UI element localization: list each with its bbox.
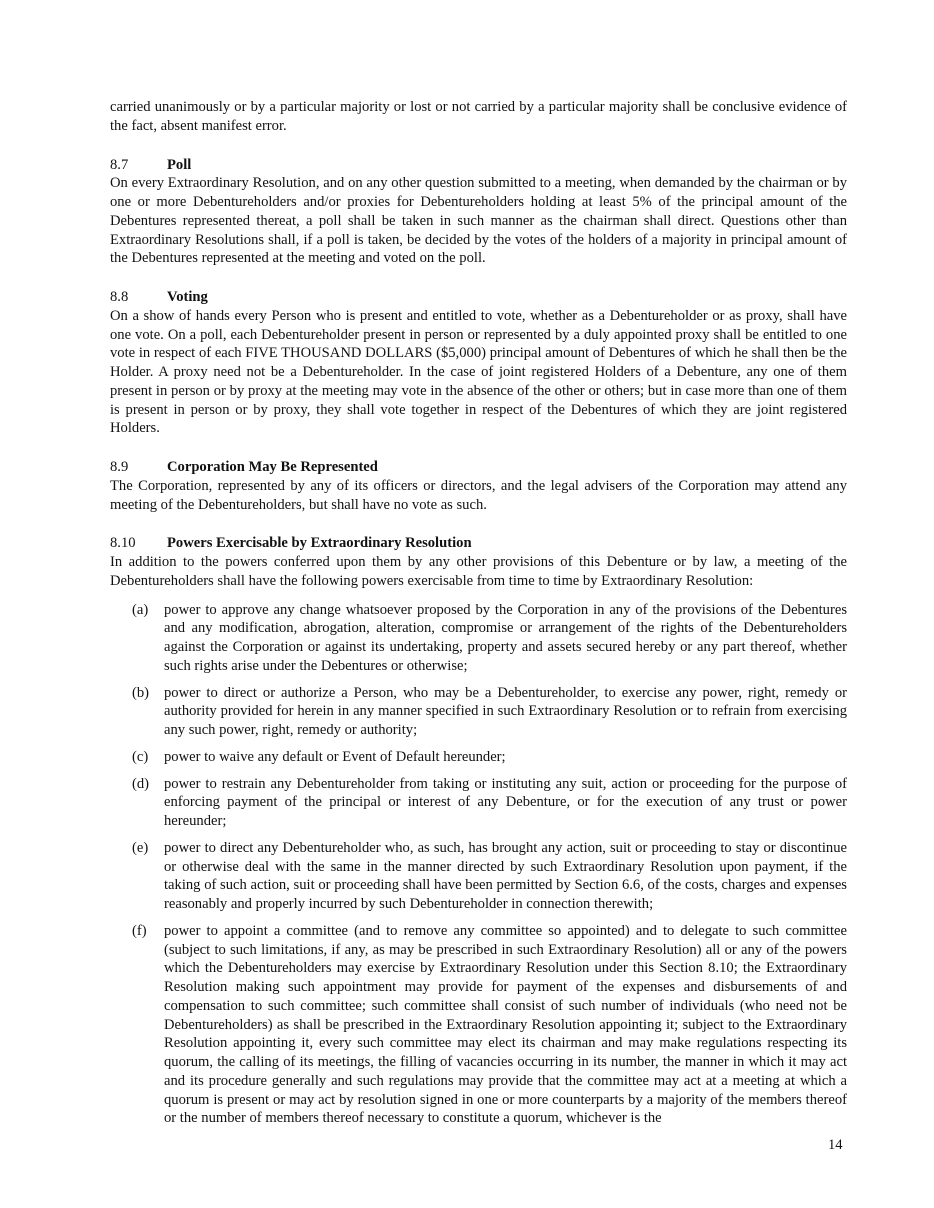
intro-paragraph: carried unanimously or by a particular majority or lost or not carried by a particular majority shall be conclusive evidence of the fact, absent manifest error. — [110, 99, 847, 134]
item-label: (b) — [132, 684, 150, 701]
item-label: (c) — [132, 748, 149, 765]
section-8-7 — [110, 156, 847, 269]
section-8-8 — [110, 288, 847, 438]
section-body: On every Extraordinary Resolution, and on any other question submitted to a meeting, when demanded by the chairman or by one or more Debentureholders and/or proxies for Debentureholders holding at least 5% of the principal amount of the Debentures represented thereat, a poll shall be taken in such manner as the chairman shall direct. Questions other than Extraordinary Resolutions shall, if a poll is taken, be decided by the votes of the holders of a majority in principal amount of the Debentures represented at the meeting and voted on the poll. — [110, 175, 847, 267]
item-text: power to restrain any Debentureholder from taking or instituting any suit, action or proceeding for the purpose of enforcing payment of the principal or interest of any Debenture, or for the execution of any trust or power hereunder; — [164, 775, 847, 829]
list-item — [110, 748, 847, 767]
list-item — [110, 839, 847, 914]
item-label: (d) — [132, 775, 150, 792]
list-item — [110, 922, 847, 1128]
item-text: power to waive any default or Event of Default hereunder; — [164, 748, 506, 765]
item-text: power to direct any Debentureholder who, as such, has brought any action, suit or proceeding to stay or discontinue or otherwise deal with the same in the manner directed by such Extraordinary Resolution upon payment, if the taking of such action, suit or proceeding shall have been permitted by Section 6.6, of the costs, charges and expenses reasonably and properly incurred by such Debentureholder in connection therewith; — [164, 839, 847, 912]
item-text: power to appoint a committee (and to remove any committee so appointed) and to delegate to such committee (subject to such limitations, if any, as may be prescribed in such Extraordinary Resolution) all or any of the powers which the Debentureholders may exercise by Extraordinary Resolution under this Section 8.10; the Extraordinary Resolution making such appointment may provide for payment of the expenses and disbursements of and compensation to such committee; such committee shall consist of such number of individuals (who need not be Debentureholders) as shall be prescribed in the Extraordinary Resolution appointing it; subject to the Extraordinary Resolution appointing it, every such committee may elect its chairman and may make regulations respecting its quorum, the calling of its meetings, the filling of vacancies occurring in its number, the manner in which it may act and its procedure generally and such regulations may provide that the committee may act at a meeting at which a quorum is present or may act by resolution signed in one or more counterparts by a majority of the members thereof or the number of members thereof necessary to constitute a quorum, whichever is the — [164, 922, 847, 1127]
section-title: Poll — [167, 156, 192, 173]
section-body: The Corporation, represented by any of its officers or directors, and the legal advisers of the Corporation may attend any meeting of the Debentureholders, but shall have no vote as such. — [110, 477, 847, 513]
section-number: 8.7 — [110, 156, 129, 173]
item-text: power to direct or authorize a Person, who may be a Debentureholder, to exercise any power, right, remedy or authority provided for herein in any manner specified in such Extraordinary Resolution or to refrain from exercising any such power, right, remedy or authority; — [164, 684, 847, 738]
list-item — [110, 775, 847, 831]
item-label: (f) — [132, 922, 147, 939]
section-body: In addition to the powers conferred upon them by any other provisions of this Debenture or by law, a meeting of the Debentureholders shall have the following powers exercisable from time to time by Extraordinary Resolution: — [110, 554, 847, 589]
section-title: Voting — [167, 289, 208, 305]
item-text: power to approve any change whatsoever proposed by the Corporation in any of the provisions of the Debentures and any modification, abrogation, alteration, compromise or arrangement of the rights of the Debentureholders against the Corporation or against its undertaking, property and assets secured hereby or any part thereof, whether such rights arise under the Debentures or otherwise; — [164, 601, 847, 674]
section-title: Powers Exercisable by Extraordinary Resolution — [167, 535, 472, 552]
page-number: 14 — [828, 1137, 843, 1153]
section-8-10 — [110, 534, 847, 590]
section-body: On a show of hands every Person who is present and entitled to vote, whether as a Debentureholder or as proxy, shall have one vote. On a poll, each Debentureholder present in person or represented by a duly appointed proxy shall be entitled to one vote in respect of each FIVE THOUSAND DOLLARS ($5,000) principal amount of Debentures of which he shall then be the Holder. A proxy need not be a Debentureholder. In the case of joint registered Holders of a Debenture, any one of them present in person or by proxy at the meeting may vote in the absence of the other or others; but in case more than one of them is present in person or by proxy, they shall vote together in respect of the Debentures of which they are joint registered Holders. — [110, 307, 847, 437]
item-label: (e) — [132, 839, 149, 856]
document-page — [110, 98, 847, 1136]
section-title: Corporation May Be Represented — [167, 459, 378, 475]
list-item — [110, 601, 847, 676]
list-item — [110, 684, 847, 740]
section-number: 8.10 — [110, 535, 136, 552]
powers-list — [110, 601, 847, 1129]
section-number: 8.9 — [110, 459, 129, 475]
item-label: (a) — [132, 601, 149, 618]
section-number: 8.8 — [110, 289, 129, 305]
section-8-9 — [110, 458, 847, 514]
